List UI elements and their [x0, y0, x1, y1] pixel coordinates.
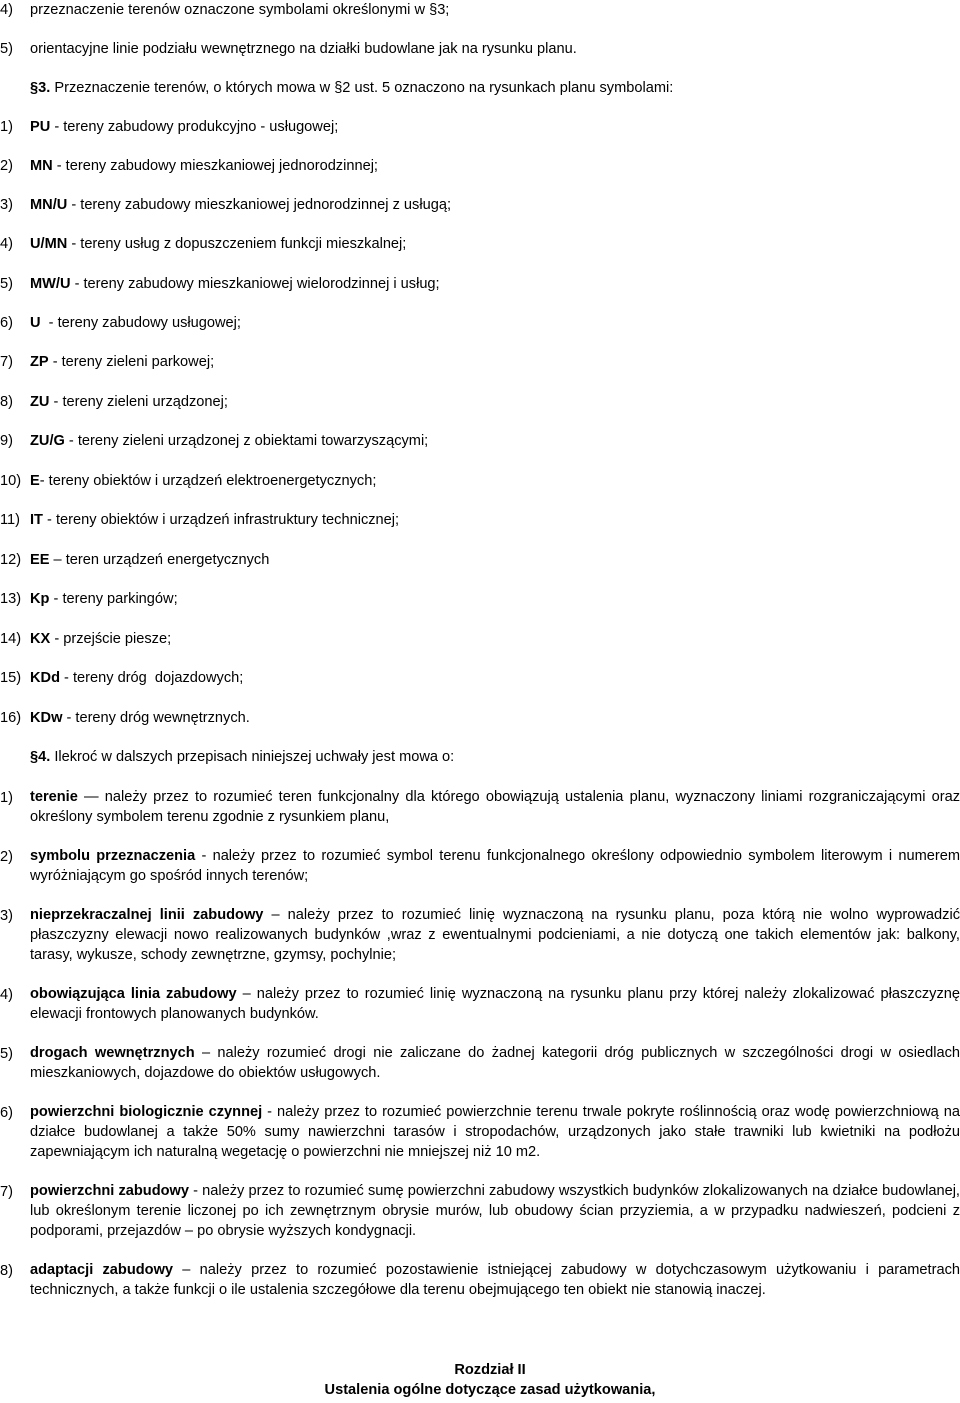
symbol-desc: - tereny parkingów;: [49, 591, 178, 607]
item-text: przeznaczenie terenów oznaczone symbolami określonymi w §3;: [30, 2, 450, 18]
symbol-code: EE: [30, 552, 50, 568]
definition-term: adaptacji zabudowy: [30, 1262, 174, 1278]
symbol-desc: - tereny zabudowy mieszkaniowej jednorodzinnej;: [52, 158, 378, 174]
definition-term: powierzchni biologicznie czynnej: [30, 1104, 263, 1120]
item-number: 14): [0, 631, 22, 647]
item-number: 16): [0, 710, 22, 726]
item-number: 5): [0, 1046, 13, 1062]
definition-item: [0, 847, 960, 887]
symbol-desc: - tereny obiektów i urządzeń elektroenergetycznych;: [39, 473, 377, 489]
item-number: 6): [0, 315, 13, 331]
symbol-code: IT: [30, 512, 43, 528]
section-3-heading: [30, 78, 673, 98]
section-text: Przeznaczenie terenów, o których mowa w §2 ust. 5 oznaczono na rysunkach planu symbolami:: [50, 80, 674, 96]
definition-separator: –: [173, 1262, 200, 1278]
item-number: 8): [0, 394, 13, 410]
definition-item: [0, 1103, 960, 1162]
symbol-code: E: [30, 473, 40, 489]
symbol-code: KDw: [30, 710, 63, 726]
symbol-desc: – teren urządzeń energetycznych: [49, 552, 270, 568]
item-number: 3): [0, 908, 13, 924]
symbol-code: ZU: [30, 394, 50, 410]
item-number: 13): [0, 591, 22, 607]
definition-item: [0, 985, 960, 1025]
item-number: 7): [0, 1184, 13, 1200]
item-number: 3): [0, 197, 13, 213]
item-number: 12): [0, 552, 22, 568]
definition-separator: –: [194, 1045, 218, 1061]
symbol-desc: - tereny zabudowy produkcyjno - usługowej;: [50, 119, 339, 135]
symbol-code: MW/U: [30, 276, 71, 292]
definition-item: [0, 1182, 960, 1241]
item-number: 5): [0, 276, 13, 292]
symbol-desc: - tereny dróg dojazdowych;: [60, 670, 244, 686]
section-number: §4.: [30, 749, 51, 765]
definition-separator: –: [236, 986, 257, 1002]
definition-item: [0, 1261, 960, 1301]
item-number: 2): [0, 849, 13, 865]
item-number: 7): [0, 354, 13, 370]
symbol-desc: - tereny obiektów i urządzeń infrastruktury technicznej;: [42, 512, 400, 528]
definition-separator: -: [189, 1183, 203, 1199]
definition-term: obowiązująca linia zabudowy: [30, 986, 237, 1002]
definition-item: [0, 906, 960, 965]
definition-text: należy przez to rozumieć powierzchnie terenu trwale pokryte roślinnością oraz wodę powierzchniową na działce budowlanej a także 50% sumy nawierzchni tarasów i stropodachów, urządzonych jako stałe trawniki lub kwietniki na podłożu zapewniającym ich naturalną wegetację o powierzchni nie mniejszej niż 10 m2.: [30, 1104, 960, 1160]
definition-term: nieprzekraczalnej linii zabudowy: [30, 907, 264, 923]
item-number: 15): [0, 670, 22, 686]
definition-text: należy rozumieć drogi nie zaliczane do żadnej kategorii dróg publicznych w szczególności drogi w osiedlach mieszkaniowych, dojazdowe do obiektów usługowych.: [30, 1045, 960, 1081]
definition-item: [0, 788, 960, 828]
symbol-code: ZP: [30, 354, 49, 370]
symbol-code: PU: [30, 119, 51, 135]
definition-text: należy przez to rozumieć symbol terenu funkcjonalnego określony odpowiednio symbolem literowym i numerem wyróżniającym go spośród innych terenów;: [30, 848, 960, 884]
section-text: Ilekroć w dalszych przepisach niniejszej uchwały jest mowa o:: [50, 749, 455, 765]
symbol-desc: - tereny zieleni urządzonej;: [49, 394, 228, 410]
symbol-code: U/MN: [30, 236, 68, 252]
symbol-code: MN/U: [30, 197, 68, 213]
definition-text: należy przez to rozumieć pozostawienie istniejącej zabudowy w dotychczasowym użytkowaniu i parametrach technicznych, a także funkcji o ile ustalenia szczegółowe dla terenu obejmującego ten obiekt nie stanowią inaczej.: [30, 1262, 960, 1298]
definition-term: terenie: [30, 789, 78, 805]
item-number: 4): [0, 987, 13, 1003]
symbol-desc: - tereny zieleni urządzonej z obiektami towarzyszącymi;: [64, 433, 429, 449]
item-number: 5): [0, 41, 13, 57]
symbol-code: U: [30, 315, 41, 331]
symbol-desc: - tereny zabudowy mieszkaniowej jednorodzinnej z usługą;: [67, 197, 451, 213]
definition-separator: -: [195, 848, 213, 864]
definition-separator: —: [77, 789, 105, 805]
symbol-code: KDd: [30, 670, 60, 686]
symbol-desc: - tereny dróg wewnętrznych.: [62, 710, 250, 726]
symbol-desc: - tereny zabudowy mieszkaniowej wielorodzinnej i usług;: [70, 276, 440, 292]
definition-term: drogach wewnętrznych: [30, 1045, 195, 1061]
item-number: 10): [0, 473, 22, 489]
definition-text: należy przez to rozumieć sumę powierzchni zabudowy wszystkich budynków zlokalizowanych na działce budowlanej, lub określonym terenie liczonej po ich zewnętrznym obrysie murów, lub obudowy ścian przyziemia, a w przypadku nadwieszeń, podcieni z podporami, przejazdów – po obrysie wyższych kondygnacji.: [30, 1183, 960, 1239]
item-number: 1): [0, 119, 13, 135]
symbol-code: ZU/G: [30, 433, 65, 449]
section-4-heading: [30, 747, 454, 767]
definition-term: symbolu przeznaczenia: [30, 848, 196, 864]
chapter-title: Rozdział II: [454, 1362, 526, 1378]
definition-separator: -: [262, 1104, 278, 1120]
item-number: 9): [0, 433, 13, 449]
item-number: 11): [0, 512, 21, 528]
item-text: orientacyjne linie podziału wewnętrznego na działki budowlane jak na rysunku planu.: [30, 41, 577, 57]
definition-term: powierzchni zabudowy: [30, 1183, 190, 1199]
definition-item: [0, 1044, 960, 1084]
section-number: §3.: [30, 80, 51, 96]
item-number: 4): [0, 236, 13, 252]
item-number: 6): [0, 1105, 13, 1121]
chapter-subtitle: Ustalenia ogólne dotyczące zasad użytkowania,: [324, 1382, 656, 1398]
symbol-code: KX: [30, 631, 51, 647]
item-number: 2): [0, 158, 13, 174]
symbol-desc: - przejście piesze;: [50, 631, 172, 647]
symbol-desc: - tereny usług z dopuszczeniem funkcji mieszkalnej;: [67, 236, 407, 252]
item-number: 1): [0, 790, 13, 806]
definition-text: należy przez to rozumieć linię wyznaczoną na rysunku planu, poza którą nie wolno wyprowadzić płaszczyzny elewacji nowo realizowanych budynków ,wraz z ewentualnymi podcieniami, a nie dotyczą one takich elementów jak: balkony, tarasy, wykusze, schody zewnętrzne, gzymsy, pochylnie;: [30, 907, 960, 963]
definition-text: należy przez to rozumieć linię wyznaczoną na rysunku planu przy której należy zlokalizować płaszczyznę elewacji frontowych planowanych budynków.: [30, 986, 960, 1022]
definition-text: należy przez to rozumieć teren funkcjonalny dla którego obowiązują ustalenia planu, wyznaczony liniami rozgraniczającymi oraz określony symbolem terenu zgodnie z rysunkiem planu,: [30, 789, 960, 825]
item-number: 8): [0, 1263, 13, 1279]
item-number: 4): [0, 2, 13, 18]
symbol-desc: - tereny zieleni parkowej;: [48, 354, 215, 370]
definition-separator: –: [263, 907, 288, 923]
symbol-desc: - tereny zabudowy usługowej;: [40, 315, 241, 331]
symbol-code: MN: [30, 158, 53, 174]
symbol-code: Kp: [30, 591, 50, 607]
